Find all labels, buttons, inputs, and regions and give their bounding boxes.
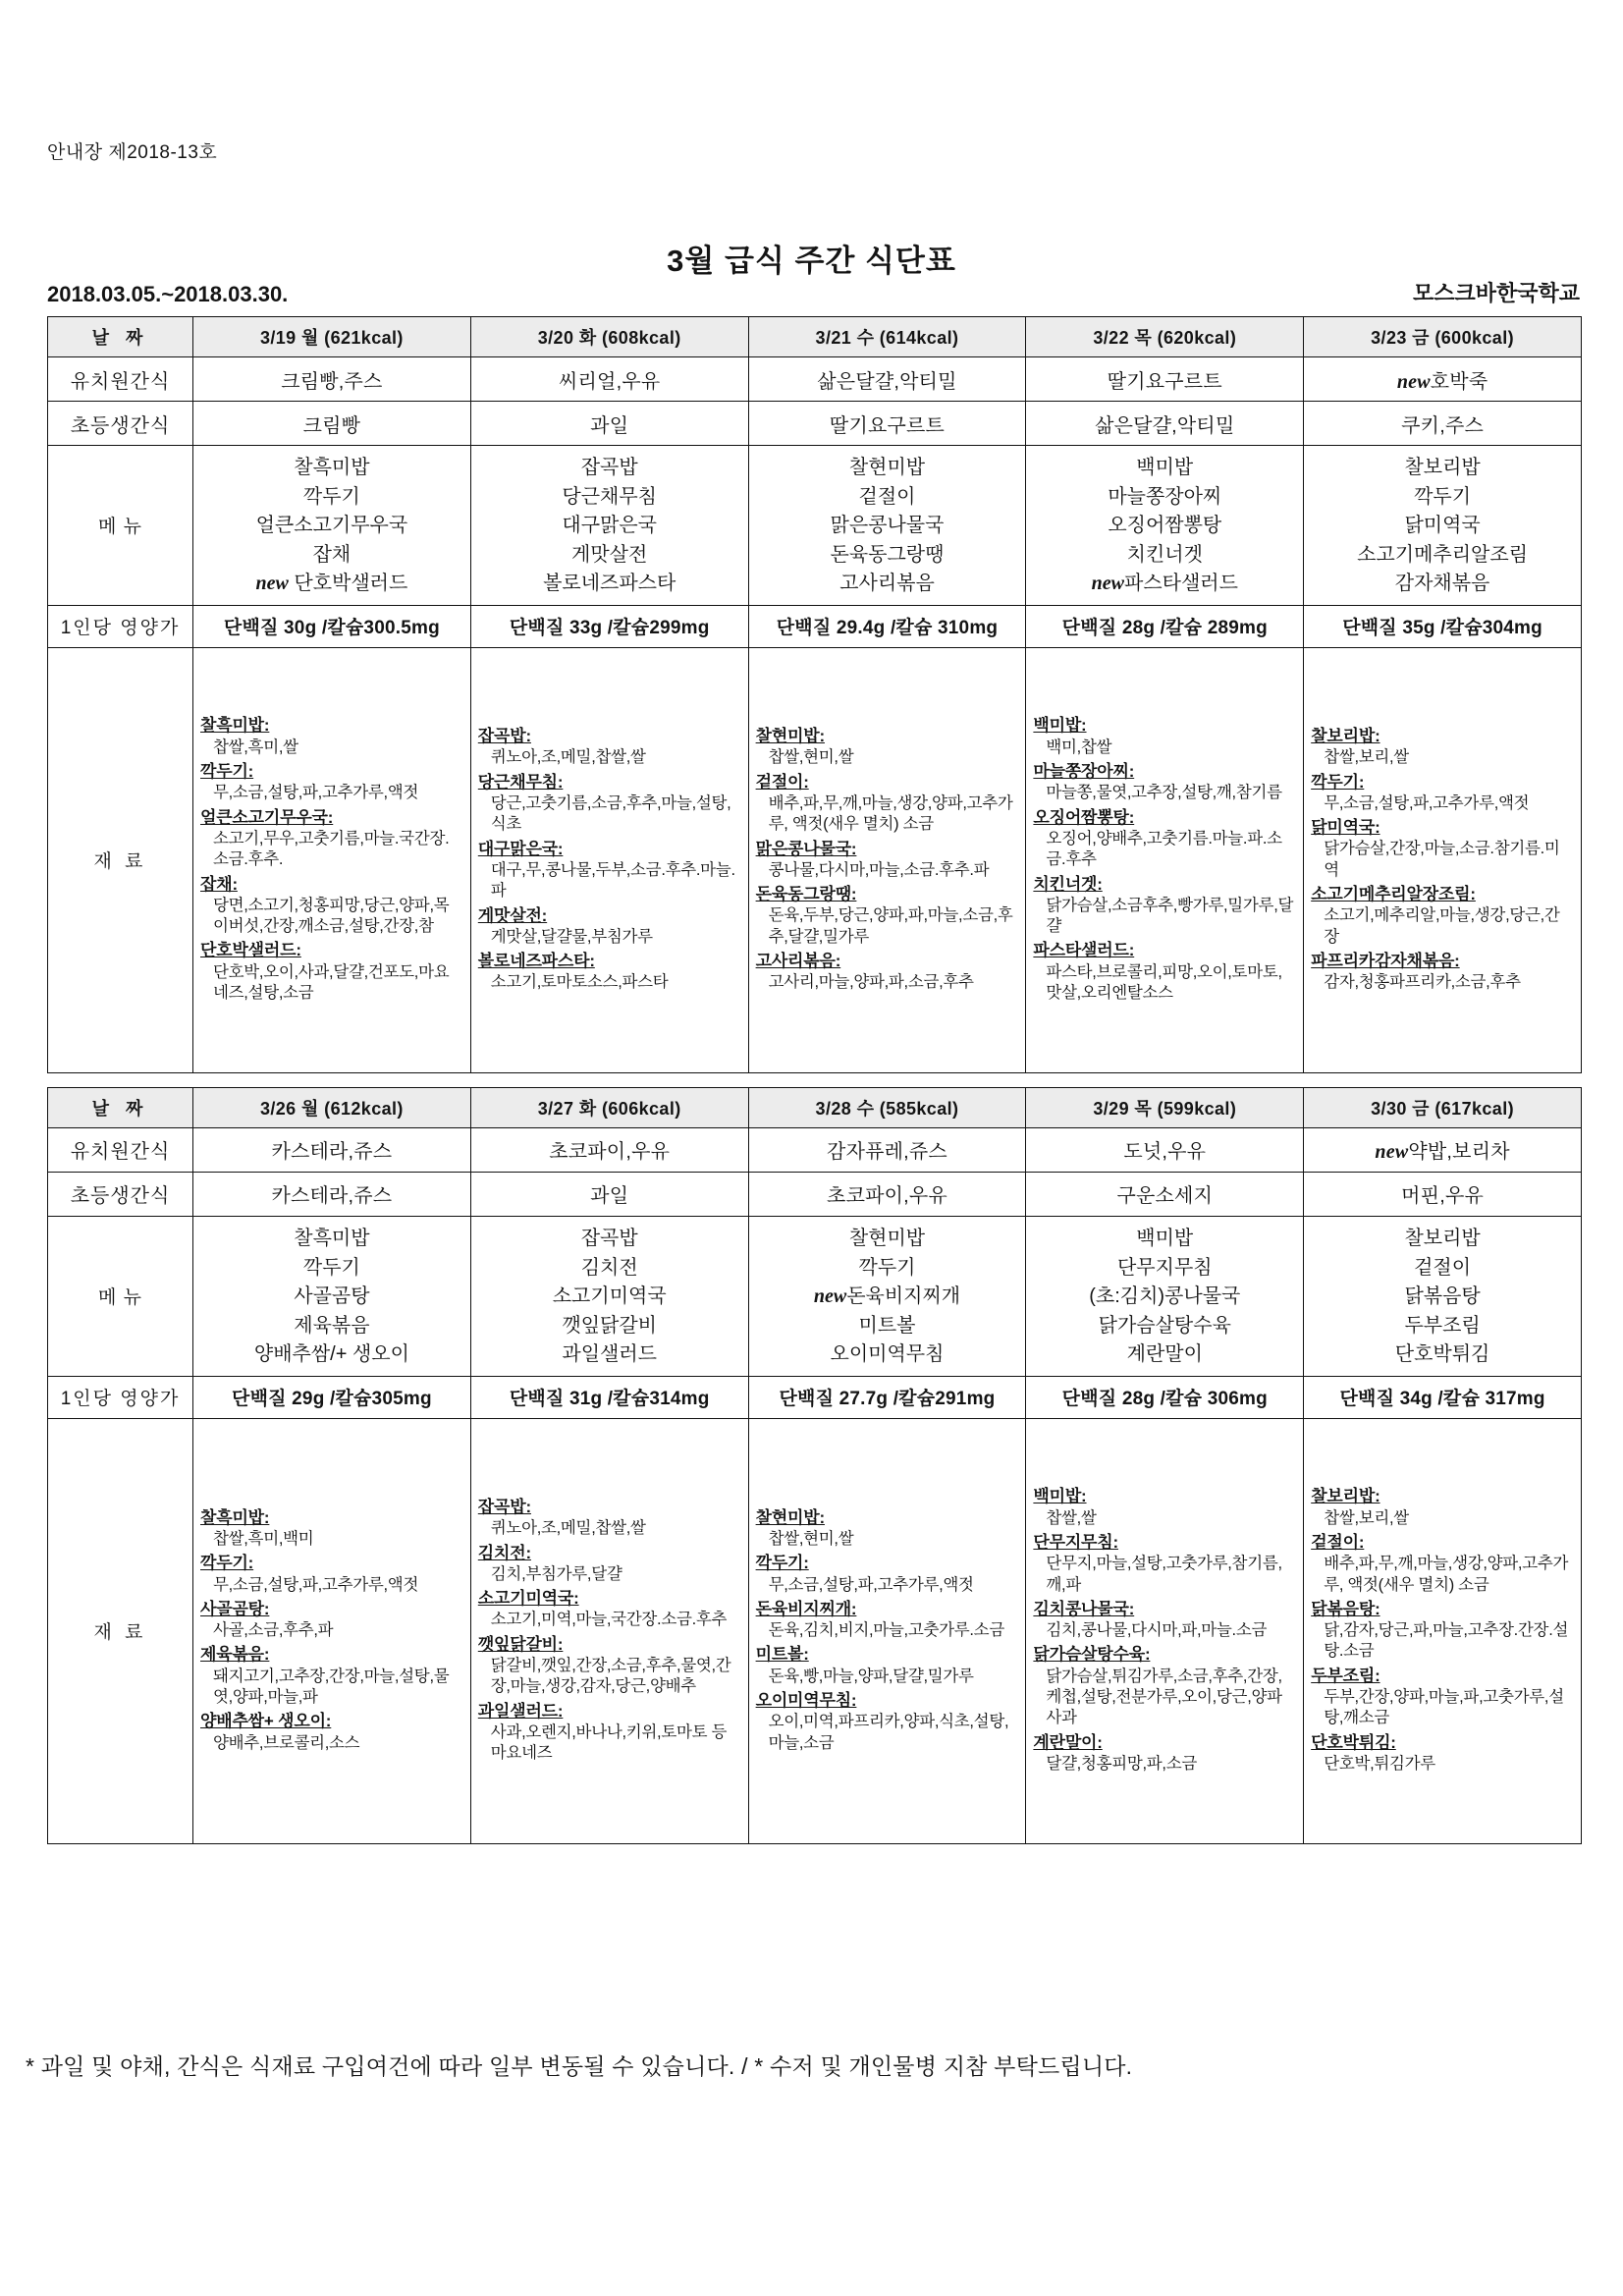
menu-item: 깍두기 <box>858 1256 916 1279</box>
ingredient-list: 사골,소금,후추,파 <box>213 1621 334 1640</box>
elementary-snack-cell: 삶은달걀,악티밀 <box>1026 402 1304 446</box>
ingredient-list: 김치,콩나물,다시마,파,마늘.소금 <box>1046 1621 1268 1640</box>
menu-item: 찰보리밥 <box>1404 1227 1481 1249</box>
ingredient-group <box>478 839 741 902</box>
ingredient-group <box>756 772 1019 836</box>
ingredient-dish-name: 백미밥: <box>1033 716 1087 736</box>
ingredient-group <box>756 726 1019 769</box>
elementary-snack-cell: 과일 <box>470 402 748 446</box>
ingredient-list: 두부,간장,양파,마늘,파,고춧가루,설탕,깨소금 <box>1324 1688 1564 1727</box>
ingredient-list: 찹쌀,쌀 <box>1046 1508 1097 1527</box>
menu-item: 제육볶음 <box>294 1314 370 1337</box>
document-number: 안내장 제2018-13호 <box>47 142 218 163</box>
menu-item: 얼큰소고기무우국 <box>255 515 408 537</box>
ingredients-cell <box>1304 647 1582 1072</box>
menu-item: 감자채볶음 <box>1394 573 1490 595</box>
ingredient-list: 퀴노아,조,메밀,찹쌀,쌀 <box>490 1519 646 1538</box>
ingredient-group <box>478 1588 741 1631</box>
menu-row <box>48 1216 1582 1376</box>
week-table-1 <box>47 316 1582 1073</box>
ingredient-list: 당근,고춧기름,소금,후추,마늘,설탕,식초 <box>490 793 731 834</box>
ingredient-dish-name: 얼큰소고기무우국: <box>200 807 334 827</box>
nutrition-cell: 단백질 29.4g /칼슘 310mg <box>748 605 1026 647</box>
ingredient-list: 돈육,빵,마늘,양파,달걀,밀가루 <box>768 1667 974 1685</box>
row-label-elementary-snack: 초등생간식 <box>48 402 193 446</box>
menu-cell <box>1304 1216 1582 1376</box>
menu-item: 닭볶음탕 <box>1404 1285 1481 1308</box>
ingredient-group <box>756 1599 1019 1642</box>
ingredient-list: 배추,파,무,깨,마늘,생강,양파,고추가루, 액젓(새우 멸치) 소금 <box>1324 1555 1569 1594</box>
ingredient-list: 닭가슴살,튀김가루,소금,후추,간장,케첩,설탕,전분가루,오이,당근,양파 사과 <box>1046 1667 1282 1727</box>
menu-item: 오징어짬뽕탕 <box>1108 515 1222 537</box>
new-marker: new <box>1091 573 1124 595</box>
menu-item: 두부조림 <box>1404 1314 1481 1337</box>
menu-cell <box>193 446 471 606</box>
ingredient-dish-name: 맑은콩나물국: <box>755 839 857 858</box>
ingredient-list: 돈육,두부,당근,양파,파,마늘,소금,후추,달걀,밀가루 <box>768 906 1013 946</box>
menu-item: 계란말이 <box>1126 1343 1203 1366</box>
nutrition-cell: 단백질 33g /칼슘299mg <box>470 605 748 647</box>
ingredient-group <box>1033 1599 1296 1642</box>
kinder-snack-cell: 카스테라,쥬스 <box>193 1127 471 1172</box>
menu-item: 겉절이 <box>1414 1256 1472 1279</box>
ingredient-list: 닭,감자,당근,파,마늘,고추장.간장.설탕.소금 <box>1324 1621 1569 1661</box>
nutrition-row <box>48 1376 1582 1418</box>
kindergarten-snack-row <box>48 1127 1582 1172</box>
kindergarten-snack-row <box>48 357 1582 402</box>
nutrition-cell: 단백질 27.7g /칼슘291mg <box>748 1376 1026 1418</box>
ingredient-group <box>200 1599 463 1642</box>
ingredient-dish-name: 오징어짬뽕탕: <box>1033 807 1135 827</box>
row-label-ingredients: 재 료 <box>48 1418 193 1843</box>
ingredient-dish-name: 양배추쌈+ 생오이: <box>200 1712 332 1731</box>
ingredient-group <box>1033 1732 1296 1776</box>
ingredient-group <box>1033 715 1296 758</box>
menu-cell <box>470 446 748 606</box>
day-header: 3/28 수 (585kcal) <box>748 1087 1026 1127</box>
kinder-snack-cell: new호박죽 <box>1304 357 1582 402</box>
ingredient-group <box>756 1553 1019 1596</box>
ingredient-dish-name: 단호박샐러드: <box>200 941 301 960</box>
elementary-snack-cell: 초코파이,우유 <box>748 1172 1026 1216</box>
day-header: 3/21 수 (614kcal) <box>748 317 1026 357</box>
ingredient-group <box>478 1701 741 1765</box>
ingredient-group <box>1033 761 1296 804</box>
ingredient-group <box>1311 772 1574 815</box>
ingredient-dish-name: 겉절이: <box>1311 1532 1365 1552</box>
ingredient-dish-name: 깍두기: <box>200 762 254 782</box>
ingredient-group <box>1033 874 1296 938</box>
ingredients-row <box>48 1418 1582 1843</box>
ingredient-dish-name: 찰보리밥: <box>1311 1487 1380 1506</box>
ingredient-list: 양배추,브로콜리,소스 <box>213 1733 360 1752</box>
ingredient-list: 닭갈비,깻잎,간장,소금,후추,물엿,간장,마늘,생강,감자,당근,양배추 <box>490 1656 731 1696</box>
ingredient-list: 감자,청홍파프리카,소금,후추 <box>1324 973 1521 992</box>
new-marker: new <box>813 1285 847 1308</box>
ingredient-group <box>1033 1532 1296 1596</box>
ingredient-group <box>756 951 1019 994</box>
kinder-snack-cell: 초코파이,우유 <box>470 1127 748 1172</box>
ingredient-group <box>200 1507 463 1551</box>
ingredient-dish-name: 파스타샐러드: <box>1033 941 1135 960</box>
menu-item: 깍두기 <box>302 1256 360 1279</box>
day-header: 3/20 화 (608kcal) <box>470 317 748 357</box>
ingredient-dish-name: 잡채: <box>200 874 238 894</box>
menu-item: new 단호박샐러드 <box>255 573 408 595</box>
menu-item: 돈육동그랑땡 <box>830 543 945 566</box>
nutrition-cell: 단백질 31g /칼슘314mg <box>470 1376 748 1418</box>
ingredient-group <box>478 726 741 769</box>
ingredient-dish-name: 백미밥: <box>1033 1487 1087 1506</box>
day-header: 3/29 목 (599kcal) <box>1026 1087 1304 1127</box>
menu-item: 김치전 <box>580 1256 638 1279</box>
menu-item: 맑은콩나물국 <box>830 515 945 537</box>
ingredient-dish-name: 김치전: <box>477 1543 531 1562</box>
ingredient-dish-name: 찰흑미밥: <box>200 716 270 736</box>
ingredient-dish-name: 마늘쫑장아찌: <box>1033 762 1135 782</box>
ingredient-group <box>1311 951 1574 994</box>
ingredient-list: 소고기,무우,고춧기름,마늘.국간장.소금.후추. <box>213 829 450 869</box>
ingredient-dish-name: 대구맑은국: <box>477 839 564 858</box>
nutrition-row <box>48 605 1582 647</box>
menu-item: 깻잎닭갈비 <box>562 1314 657 1337</box>
ingredient-list: 배추,파,무,깨,마늘,생강,양파,고추가루, 액젓(새우 멸치) 소금 <box>768 793 1013 834</box>
ingredient-group <box>478 905 741 949</box>
ingredient-dish-name: 겉절이: <box>755 772 809 792</box>
ingredient-group <box>478 1634 741 1698</box>
ingredient-group <box>756 839 1019 882</box>
menu-item: 당근채무침 <box>562 485 657 508</box>
menu-cell <box>193 1216 471 1376</box>
nutrition-cell: 단백질 28g /칼슘 289mg <box>1026 605 1304 647</box>
ingredient-list: 달걀,청홍피망,파,소금 <box>1046 1754 1197 1773</box>
kinder-snack-cell: 삶은달걀,악티밀 <box>748 357 1026 402</box>
ingredient-group <box>200 1553 463 1596</box>
kinder-snack-cell: 딸기요구르트 <box>1026 357 1304 402</box>
menu-item: 양배추쌈/+ 생오이 <box>253 1343 409 1366</box>
ingredient-list: 파스타,브로콜리,피망,오이,토마토,맛살,오리엔탈소스 <box>1046 962 1282 1003</box>
menu-item: 찰보리밥 <box>1404 457 1481 478</box>
ingredient-group <box>200 940 463 1004</box>
nutrition-cell: 단백질 34g /칼슘 317mg <box>1304 1376 1582 1418</box>
menu-item: new돈육비지찌개 <box>813 1285 961 1308</box>
ingredients-row <box>48 647 1582 1072</box>
ingredient-group <box>1311 1486 1574 1529</box>
elementary-snack-cell: 구운소세지 <box>1026 1172 1304 1216</box>
ingredient-group <box>756 1507 1019 1551</box>
ingredient-dish-name: 두부조림: <box>1311 1666 1380 1685</box>
ingredient-list: 찹쌀,현미,쌀 <box>768 748 854 767</box>
kinder-snack-cell: 감자퓨레,쥬스 <box>748 1127 1026 1172</box>
row-label-date: 날 짜 <box>48 1087 193 1127</box>
ingredient-group <box>1033 1486 1296 1529</box>
ingredient-list: 소고기,토마토소스,파스타 <box>490 973 669 992</box>
ingredients-cell <box>1026 1418 1304 1843</box>
ingredient-dish-name: 잡곡밥: <box>477 1498 531 1517</box>
ingredient-dish-name: 닭가슴살탕수육: <box>1033 1645 1151 1665</box>
nutrition-cell: 단백질 35g /칼슘304mg <box>1304 605 1582 647</box>
ingredients-cell <box>1026 647 1304 1072</box>
menu-cell <box>748 1216 1026 1376</box>
menu-item: 잡곡밥 <box>580 457 638 478</box>
menu-item: 볼로네즈파스타 <box>543 573 676 595</box>
elementary-snack-row <box>48 1172 1582 1216</box>
ingredient-dish-name: 과일샐러드: <box>477 1701 564 1721</box>
kinder-snack-cell: 크림빵,주스 <box>193 357 471 402</box>
table-header-row <box>48 317 1582 357</box>
ingredient-dish-name: 당근채무침: <box>477 772 564 792</box>
elementary-snack-cell: 과일 <box>470 1172 748 1216</box>
ingredients-cell <box>748 647 1026 1072</box>
row-label-nutrition: 1인당 영양가 <box>48 605 193 647</box>
menu-item: 찰흑미밥 <box>294 457 370 478</box>
ingredient-list: 대구,무,콩나물,두부,소금.후추.마늘.파 <box>490 860 735 901</box>
ingredient-dish-name: 치킨너겟: <box>1033 874 1103 894</box>
ingredients-cell <box>193 1418 471 1843</box>
ingredient-group <box>478 772 741 836</box>
ingredient-group <box>1311 1532 1574 1596</box>
ingredient-dish-name: 계란말이: <box>1033 1732 1103 1752</box>
menu-row <box>48 446 1582 606</box>
row-label-kinder-snack: 유치원간식 <box>48 1127 193 1172</box>
ingredient-dish-name: 파프리카감자채볶음: <box>1311 952 1460 971</box>
elementary-snack-cell: 카스테라,쥬스 <box>193 1172 471 1216</box>
ingredients-cell <box>1304 1418 1582 1843</box>
ingredient-dish-name: 찰현미밥: <box>755 1507 825 1527</box>
ingredient-group <box>756 1690 1019 1754</box>
ingredient-dish-name: 돈육비지찌개: <box>755 1599 857 1618</box>
ingredient-list: 돼지고기,고추장,간장,마늘,설탕,물엿,양파,마늘,파 <box>213 1667 450 1707</box>
ingredient-group <box>478 951 741 994</box>
ingredient-dish-name: 미트볼: <box>755 1645 809 1665</box>
ingredient-group <box>1033 807 1296 871</box>
ingredient-list: 소고기,메추리알,마늘,생강,당근,간장 <box>1324 906 1560 946</box>
menu-item: 닭가슴살탕수육 <box>1098 1314 1231 1337</box>
document-meta <box>47 277 1580 307</box>
ingredient-list: 단호박,튀김가루 <box>1324 1754 1435 1773</box>
ingredient-list: 오징어,양배추,고춧기름.마늘.파.소금.후추 <box>1046 829 1282 869</box>
menu-item: 찰흑미밥 <box>294 1227 370 1249</box>
ingredient-dish-name: 단무지무침: <box>1033 1532 1118 1552</box>
ingredient-dish-name: 김치콩나물국: <box>1033 1599 1135 1618</box>
kinder-snack-cell: 도넛,우유 <box>1026 1127 1304 1172</box>
menu-item: 게맛살전 <box>571 543 648 566</box>
day-header: 3/19 월 (621kcal) <box>193 317 471 357</box>
ingredient-list: 단호박,오이,사과,달걀,건포도,마요네즈,설탕,소금 <box>213 962 450 1003</box>
menu-item: 닭미역국 <box>1404 515 1481 537</box>
menu-item: 고사리볶음 <box>839 573 935 595</box>
kinder-snack-cell: 씨리얼,우유 <box>470 357 748 402</box>
menu-item: 단호박튀김 <box>1394 1343 1490 1366</box>
menu-item: 잡채 <box>312 543 352 566</box>
ingredient-group <box>1311 817 1574 881</box>
row-label-elementary-snack: 초등생간식 <box>48 1172 193 1216</box>
day-header: 3/22 목 (620kcal) <box>1026 317 1304 357</box>
row-label-date: 날 짜 <box>48 317 193 357</box>
ingredient-list: 소고기,미역,마늘,국간장.소금.후추 <box>490 1611 728 1629</box>
ingredient-group <box>756 1644 1019 1687</box>
row-label-menu: 메 뉴 <box>48 446 193 606</box>
menu-item: 소고기메추리알조림 <box>1357 543 1529 566</box>
ingredient-list: 무,소금,설탕,파,고추가루,액젓 <box>213 1575 419 1594</box>
ingredient-group <box>1311 1666 1574 1729</box>
page-title: 3월 급식 주간 식단표 <box>667 244 956 278</box>
menu-item: 찰현미밥 <box>848 457 926 478</box>
ingredient-dish-name: 사골곰탕: <box>200 1599 270 1618</box>
ingredient-list: 게맛살,달걀물,부침가루 <box>490 927 653 946</box>
ingredient-list: 마늘쫑,물엿,고추장,설탕,깨,참기름 <box>1046 784 1282 802</box>
menu-item: 단무지무침 <box>1116 1256 1213 1279</box>
menu-cell <box>470 1216 748 1376</box>
elementary-snack-cell: 크림빵 <box>193 402 471 446</box>
ingredient-group <box>1311 884 1574 948</box>
menu-cell <box>1026 446 1304 606</box>
ingredient-group <box>200 715 463 758</box>
ingredient-group <box>1311 1599 1574 1663</box>
day-header: 3/30 금 (617kcal) <box>1304 1087 1582 1127</box>
ingredient-list: 사과,오렌지,바나나,키위,토마토 등 마요네즈 <box>490 1722 728 1763</box>
ingredient-group <box>200 1644 463 1708</box>
ingredient-group <box>1311 1732 1574 1776</box>
ingredient-list: 무,소금,설탕,파,고추가루,액젓 <box>768 1575 974 1594</box>
ingredient-dish-name: 찰현미밥: <box>755 727 825 746</box>
ingredient-list: 무,소금,설탕,파,고추가루,액젓 <box>213 784 419 802</box>
day-header: 3/27 화 (606kcal) <box>470 1087 748 1127</box>
menu-item: 잡곡밥 <box>580 1227 638 1249</box>
ingredient-list: 찹쌀,흑미,백미 <box>213 1529 314 1548</box>
ingredient-list: 오이,미역,파프리카,양파,식초,설탕,마늘,소금 <box>768 1713 1009 1752</box>
ingredient-dish-name: 게맛살전: <box>477 905 548 925</box>
ingredient-list: 퀴노아,조,메밀,찹쌀,쌀 <box>490 748 646 767</box>
elementary-snack-cell: 쿠키,주스 <box>1304 402 1582 446</box>
school-name: 모스크바한국학교 <box>1412 281 1580 305</box>
ingredient-list: 찹쌀,현미,쌀 <box>768 1529 854 1548</box>
menu-item: 찰현미밥 <box>848 1227 926 1249</box>
row-label-kinder-snack: 유치원간식 <box>48 357 193 402</box>
ingredient-dish-name: 깍두기: <box>755 1554 809 1573</box>
menu-item: 치킨너겟 <box>1126 543 1203 566</box>
ingredient-group <box>1033 940 1296 1004</box>
day-header: 3/26 월 (612kcal) <box>193 1087 471 1127</box>
ingredient-group <box>200 761 463 804</box>
menu-item: 사골곰탕 <box>294 1285 370 1308</box>
ingredient-dish-name: 찰보리밥: <box>1311 727 1380 746</box>
ingredient-list: 찹쌀,흑미,쌀 <box>213 738 298 756</box>
menu-item: 깍두기 <box>1414 485 1472 508</box>
row-label-menu: 메 뉴 <box>48 1216 193 1376</box>
menu-item: 겉절이 <box>858 485 916 508</box>
menu-item: 백미밥 <box>1136 1227 1194 1249</box>
ingredient-list: 돈육,김치,비지,마늘,고춧가루.소금 <box>768 1621 1004 1640</box>
ingredient-list: 단무지,마늘,설탕,고춧가루,참기름,깨,파 <box>1046 1555 1282 1594</box>
new-marker: new <box>1396 370 1431 393</box>
day-header: 3/23 금 (600kcal) <box>1304 317 1582 357</box>
menu-item: 백미밥 <box>1136 457 1194 478</box>
row-label-ingredients: 재 료 <box>48 647 193 1072</box>
ingredient-dish-name: 닭볶음탕: <box>1311 1599 1380 1618</box>
menu-cell <box>1026 1216 1304 1376</box>
menu-item: (초:김치)콩나물국 <box>1089 1285 1241 1308</box>
ingredient-dish-name: 고사리볶음: <box>755 952 841 971</box>
ingredient-list: 닭가슴살,간장,마늘,소금.참기름.미역 <box>1324 840 1560 879</box>
week-table-2 <box>47 1087 1582 1844</box>
ingredient-group <box>1033 1644 1296 1728</box>
ingredient-dish-name: 잡곡밥: <box>477 727 531 746</box>
row-label-nutrition: 1인당 영양가 <box>48 1376 193 1418</box>
ingredient-list: 콩나물,다시마,마늘,소금.후추.파 <box>768 860 990 879</box>
nutrition-cell: 단백질 30g /칼슘300.5mg <box>193 605 471 647</box>
menu-item: new파스타샐러드 <box>1091 573 1238 595</box>
date-range: 2018.03.05.~2018.03.30. <box>47 282 289 306</box>
nutrition-cell: 단백질 29g /칼슘305mg <box>193 1376 471 1418</box>
ingredient-dish-name: 돈육동그랑땡: <box>755 885 857 904</box>
ingredient-dish-name: 깍두기: <box>200 1554 254 1573</box>
menu-item: 깍두기 <box>302 485 360 508</box>
ingredient-group <box>478 1497 741 1540</box>
menu-item: 오이미역무침 <box>830 1343 945 1366</box>
ingredient-dish-name: 찰흑미밥: <box>200 1507 270 1527</box>
ingredient-group <box>200 874 463 938</box>
menu-cell <box>748 446 1026 606</box>
ingredient-dish-name: 오이미역무침: <box>755 1691 857 1711</box>
menu-item: 소고기미역국 <box>552 1285 667 1308</box>
ingredients-cell <box>748 1418 1026 1843</box>
ingredient-dish-name: 제육볶음: <box>200 1645 270 1665</box>
ingredient-list: 당면,소고기,청홍피망,당근,양파,목이버섯,간장,깨소금,설탕,간장,참 <box>213 896 450 936</box>
ingredient-list: 백미,찹쌀 <box>1046 738 1112 756</box>
ingredient-list: 찹쌀,보리,쌀 <box>1324 748 1409 767</box>
ingredient-dish-name: 단호박튀김: <box>1311 1732 1396 1752</box>
ingredient-list: 고사리,마늘,양파,파,소금,후추 <box>768 973 974 992</box>
ingredients-cell <box>193 647 471 1072</box>
ingredient-group <box>756 884 1019 948</box>
ingredient-dish-name: 소고기미역국: <box>477 1589 579 1609</box>
ingredients-cell <box>470 647 748 1072</box>
ingredient-list: 무,소금,설탕,파,고추가루,액젓 <box>1324 793 1530 812</box>
ingredient-dish-name: 소고기메추리알장조림: <box>1311 885 1476 904</box>
menu-item: 대구맑은국 <box>562 515 657 537</box>
weekly-menu-tables <box>47 316 1581 1844</box>
nutrition-cell: 단백질 28g /칼슘 306mg <box>1026 1376 1304 1418</box>
ingredient-list: 닭가슴살,소금후추,빵가루,밀가루,달걀 <box>1046 896 1294 936</box>
ingredient-dish-name: 닭미역국: <box>1311 818 1380 838</box>
table-header-row <box>48 1087 1582 1127</box>
ingredient-group <box>478 1543 741 1586</box>
elementary-snack-row <box>48 402 1582 446</box>
ingredient-group <box>1311 726 1574 769</box>
ingredient-list: 찹쌀,보리,쌀 <box>1324 1508 1409 1527</box>
menu-cell <box>1304 446 1582 606</box>
elementary-snack-cell: 딸기요구르트 <box>748 402 1026 446</box>
ingredient-dish-name: 볼로네즈파스타: <box>477 952 595 971</box>
new-marker: new <box>1375 1141 1409 1164</box>
ingredient-list: 김치,부침가루,달걀 <box>490 1564 622 1583</box>
ingredient-group <box>200 1711 463 1754</box>
ingredients-cell <box>470 1418 748 1843</box>
menu-item: 마늘쫑장아찌 <box>1108 485 1222 508</box>
ingredient-dish-name: 깍두기: <box>1311 772 1365 792</box>
elementary-snack-cell: 머핀,우유 <box>1304 1172 1582 1216</box>
footnote: * 과일 및 야채, 간식은 식재료 구입여건에 따라 일부 변동될 수 있습니다. / * 수저 및 개인물병 지참 부탁드립니다. <box>26 2053 1133 2079</box>
ingredient-group <box>200 807 463 871</box>
new-marker: new <box>255 573 289 595</box>
ingredient-dish-name: 깻잎닭갈비: <box>477 1634 564 1654</box>
menu-item: 과일샐러드 <box>562 1343 657 1366</box>
menu-item: 미트볼 <box>858 1314 916 1337</box>
kinder-snack-cell: new약밥,보리차 <box>1304 1127 1582 1172</box>
